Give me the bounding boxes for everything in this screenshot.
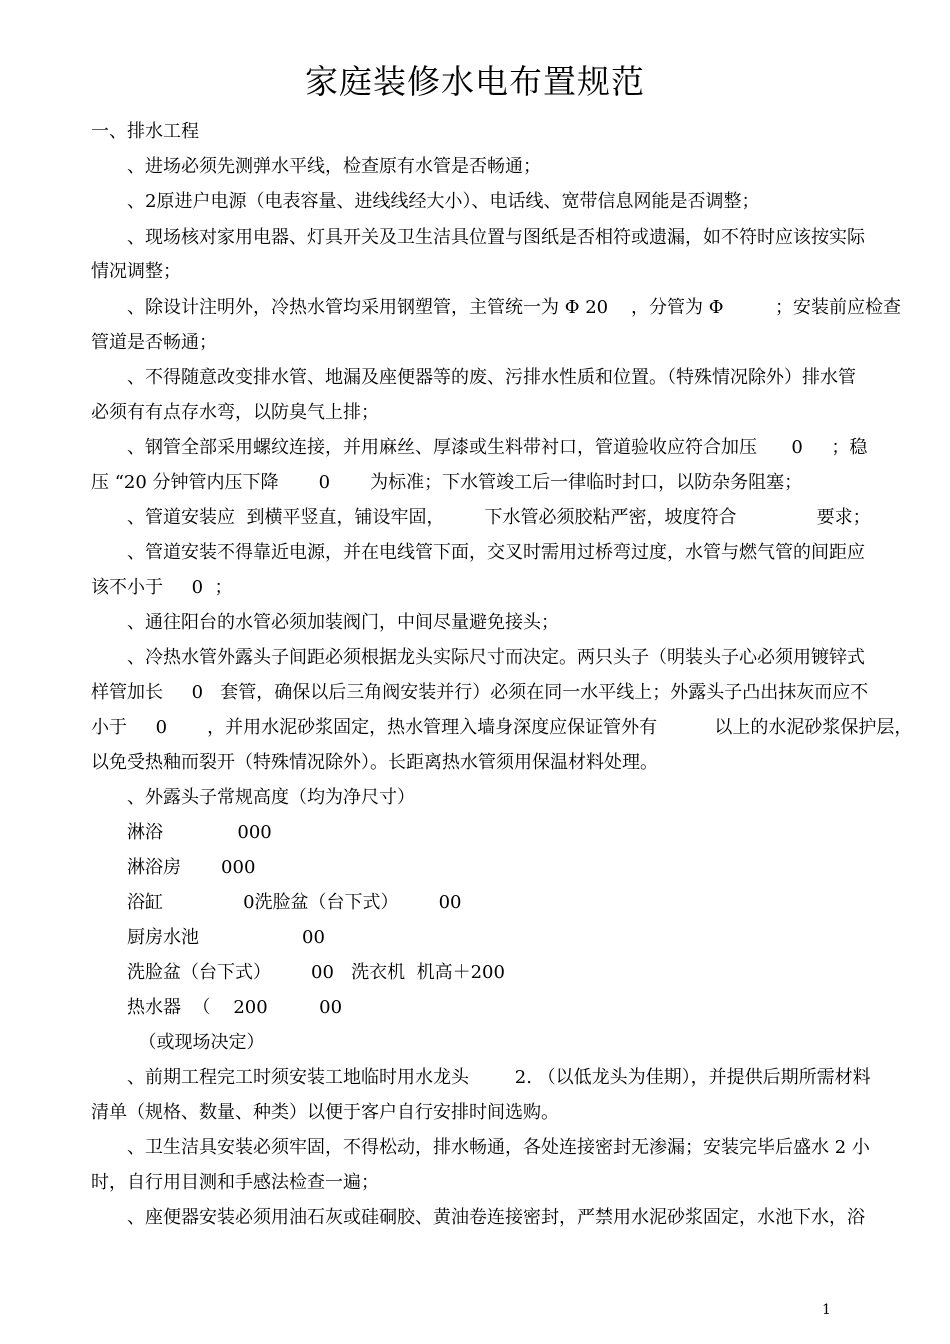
page-title: 家庭装修水电布置规范 xyxy=(305,62,645,101)
text-line: 该不小于 0 ； xyxy=(91,577,233,598)
text-line: 清单（规格、数量、种类）以便于客户自行安排时间选购。 xyxy=(91,1102,559,1123)
height-item: 热水器 （ 200 00 xyxy=(127,997,343,1018)
height-item: 浴缸 0洗脸盆（台下式） 00 xyxy=(127,892,462,913)
text-line: 时，自行用目测和手感法检查一遍； xyxy=(91,1172,379,1193)
text-line: 、除设计注明外，冷热水管均采用钢塑管，主管统一为 Φ 20 ，分管为 Φ ；安装前应检查 xyxy=(127,297,901,318)
height-item: 淋浴 000 xyxy=(127,822,272,843)
text-line: 、卫生洁具安装必须牢固，不得松动，排水畅通，各处连接密封无渗漏；安装完毕后盛水 2 小 xyxy=(127,1137,870,1158)
text-line: 、2原进户电源（电表容量、进线线经大小）、电话线、宽带信息网能是否调整； xyxy=(127,191,760,212)
height-note: （或现场决定） xyxy=(127,1032,265,1053)
text-line: 压 “20 分钟管内压下降 0 为标准；下水管竣工后一律临时封口，以防杂务阻塞； xyxy=(91,472,803,493)
text-line: 、通往阳台的水管必须加装阀门，中间尽量避免接头； xyxy=(127,612,559,633)
height-item: 洗脸盆（台下式） 00 洗衣机 机高＋200 xyxy=(127,962,505,983)
text-line: 必须有有点存水弯，以防臭气上排； xyxy=(91,402,379,423)
text-line: 、管道安装不得靠近电源，并在电线管下面，交叉时需用过桥弯过度，水管与燃气管的间距应 xyxy=(127,542,865,563)
text-line: 管道是否畅通； xyxy=(91,332,217,353)
text-line: 、冷热水管外露头子间距必须根据龙头实际尺寸而决定。两只头子（明装头子心必须用镀锌式 xyxy=(127,647,865,668)
text-line: 、座便器安装必须用油石灰或硅硐胶、黄油卷连接密封，严禁用水泥砂浆固定，水池下水，浴 xyxy=(127,1207,865,1228)
text-line: 、前期工程完工时须安装工地临时用水龙头 2. （以低龙头为佳期），并提供后期所需材料 xyxy=(127,1067,871,1088)
page-number: 1 xyxy=(822,1302,831,1318)
text-line: 以免受热釉而裂开（特殊情况除外）。长距离热水管须用保温材料处理。 xyxy=(91,752,658,773)
text-line: 样管加长 0 套管，确保以后三角阀安装并行）必须在同一水平线上；外露头子凸出抹灰而应不 xyxy=(91,682,869,703)
height-item: 厨房水池 00 xyxy=(127,927,325,948)
text-line: 情况调整； xyxy=(91,261,181,282)
height-item: 淋浴房 000 xyxy=(127,857,256,878)
text-line: 、管道安装应 到横平竖直，铺设牢固， 下水管必须胶粘严密，坡度符合 要求； xyxy=(127,507,871,528)
text-line: 、钢管全部采用螺纹连接，并用麻丝、厚漆或生料带衬口，管道验收应符合加压 0 ；稳 xyxy=(127,437,868,458)
section-heading: 一、排水工程 xyxy=(91,121,199,142)
text-line: 、不得随意改变排水管、地漏及座便器等的废、污排水性质和位置。（特殊情况除外）排水管 xyxy=(127,367,856,388)
text-line: 小于 0 ，并用水泥砂浆固定，热水管理入墙身深度应保证管外有 以上的水泥砂浆保护层， xyxy=(91,717,913,738)
text-line: 、外露头子常规高度（均为净尺寸） xyxy=(127,787,415,808)
text-line: 、现场核对家用电器、灯具开关及卫生洁具位置与图纸是否相符或遗漏，如不符时应该按实际 xyxy=(127,227,865,248)
text-line: 、进场必须先测弹水平线，检查原有水管是否畅通； xyxy=(127,156,541,177)
